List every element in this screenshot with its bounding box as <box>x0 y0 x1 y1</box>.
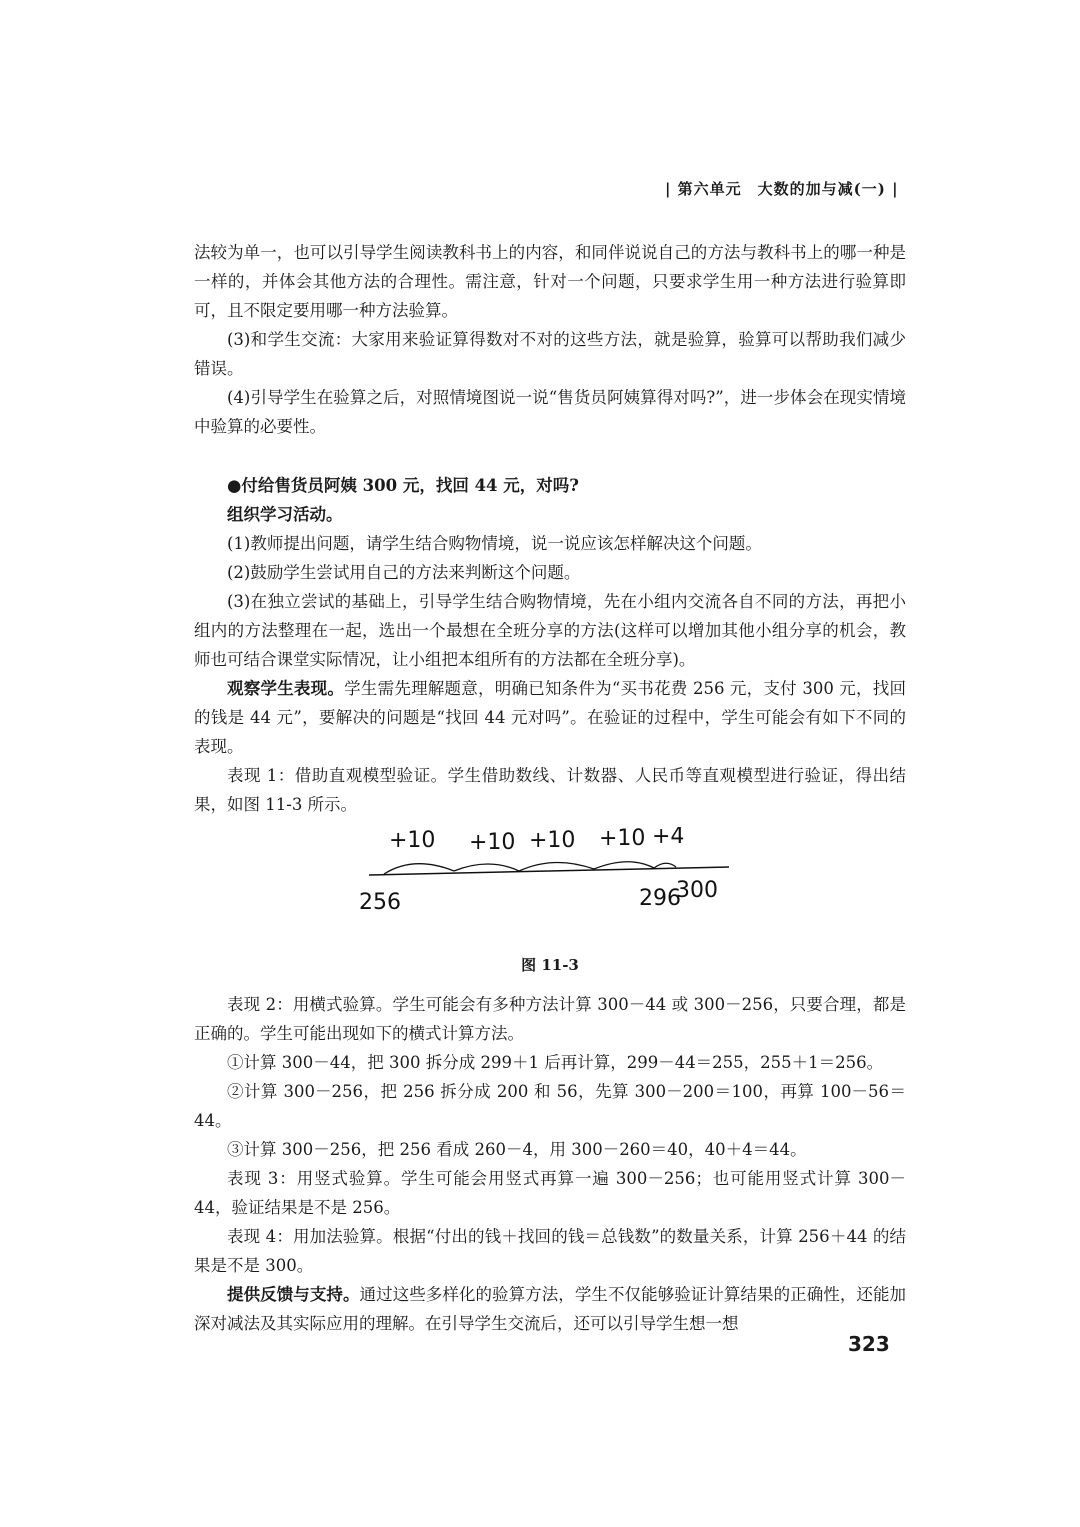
page-number: 323 <box>848 1332 890 1356</box>
subheading: 组织学习活动。 <box>227 505 343 524</box>
start-label: 256 <box>359 890 401 915</box>
paragraph: 表现 4：用加法验算。根据“付出的钱＋找回的钱＝总钱数”的数量关系，计算 256＋44 的结果是不是 300。 <box>194 1227 906 1275</box>
paragraph: 表现 2：用横式验算。学生可能会有多种方法计算 300－44 或 300－256，只要合理，都是正确的。学生可能出现如下的横式计算方法。 <box>194 995 906 1043</box>
paragraph: (1)教师提出问题，请学生结合购物情境，说一说应该怎样解决这个问题。 <box>227 534 762 553</box>
running-header: | 第六单元 大数的加与减(一) | <box>665 180 899 198</box>
observe-label: 观察学生表现。 <box>227 679 345 698</box>
jump-arc <box>594 862 654 869</box>
end-label: 300 <box>676 878 718 903</box>
number-line-figure <box>194 819 906 949</box>
jump-label: +10 <box>529 828 576 853</box>
jump-label: +4 <box>652 827 685 849</box>
paragraph: ②计算 300－256，把 256 拆分成 200 和 56，先算 300－200＝100，再算 100－56＝44。 <box>194 1082 906 1130</box>
paragraph: ③计算 300－256，把 256 看成 260－4，用 300－260＝40，40＋4＝44。 <box>227 1140 807 1159</box>
paragraph <box>194 674 906 761</box>
paragraph <box>194 1280 906 1338</box>
page-content <box>194 238 906 1338</box>
feedback-label: 提供反馈与支持。 <box>227 1285 360 1304</box>
paragraph: (2)鼓励学生尝试用自己的方法来判断这个问题。 <box>227 563 581 582</box>
jump-arc <box>384 864 454 874</box>
jump-arc <box>654 863 676 868</box>
paragraph: 法较为单一，也可以引导学生阅读教科书上的内容，和同伴说说自己的方法与教科书上的哪一种是一样的，并体会其他方法的合理性。需注意，针对一个问题，只要求学生用一种方法进行验算即可，且不限定要用哪一种方法验算。 <box>194 243 906 320</box>
observe-text: 学生需先理解题意，明确已知条件为“买书花费 256 元，支付 300 元，找回的钱是 44 元”，要解决的问题是“找回 44 元对吗”。在验证的过程中，学生可能会有如下不同的表现。 <box>194 679 907 756</box>
jump-label: +10 <box>389 828 436 853</box>
paragraph: 表现 3：用竖式验算。学生可能会用竖式再算一遍 300－256；也可能用竖式计算 300－44，验证结果是不是 256。 <box>194 1169 906 1217</box>
paragraph: (4)引导学生在验算之后，对照情境图说一说“售货员阿姨算得对吗?”，进一步体会在现实情境中验算的必要性。 <box>194 388 906 436</box>
section-heading: ●付给售货员阿姨 300 元，找回 44 元，对吗? <box>227 476 579 495</box>
jump-label: +10 <box>469 830 516 855</box>
jump-arc <box>454 864 519 871</box>
number-line <box>369 867 729 875</box>
jump-label: +10 <box>599 827 646 851</box>
figure-caption: 图 11-3 <box>521 956 579 974</box>
paragraph: (3)在独立尝试的基础上，引导学生结合购物情境，先在小组内交流各自不同的方法，再把小组内的方法整理在一起，选出一个最想在全班分享的方法(这样可以增加其他小组分享的机会，教师也可结合课堂实际情况，让小组把本组所有的方法都在全班分享)。 <box>194 592 906 669</box>
paragraph: ①计算 300－44，把 300 拆分成 299＋1 后再计算，299－44＝255，255＋1＝256。 <box>227 1053 884 1072</box>
number-line-drawing <box>354 827 734 937</box>
paragraph: 表现 1：借助直观模型验证。学生借助数线、计数器、人民币等直观模型进行验证，得出结果，如图 11-3 所示。 <box>194 766 906 814</box>
feedback-text: 通过这些多样化的验算方法，学生不仅能够验证计算结果的正确性，还能加深对减法及其实际应用的理解。在引导学生交流后，还可以引导学生想一想 <box>194 1285 906 1333</box>
paragraph: (3)和学生交流：大家用来验证算得数对不对的这些方法，就是验算，验算可以帮助我们减少错误。 <box>194 330 906 378</box>
end-label: 296 <box>639 886 681 911</box>
